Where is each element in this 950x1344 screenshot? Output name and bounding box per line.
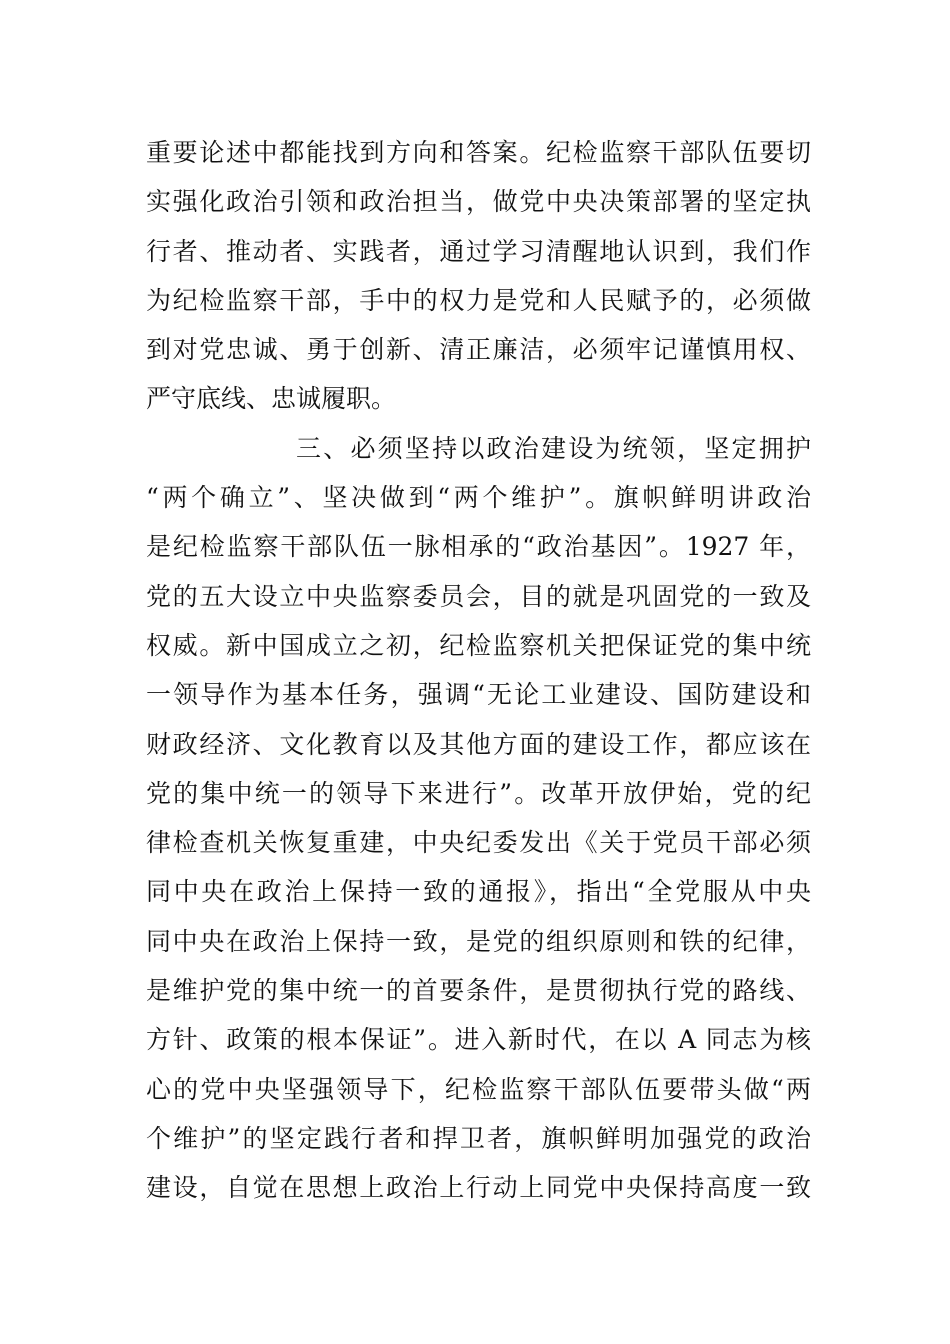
text-line: 为纪检监察干部，手中的权力是党和人民赋予的，必须做 [146,285,811,315]
text-line: 建设，自觉在思想上政治上行动上同党中央保持高度一致 [146,1173,811,1203]
text-line: 个维护”的坚定践行者和捍卫者，旗帜鲜明加强党的政治 [146,1123,811,1153]
section-heading-line: 三、必须坚持以政治建设为统领，坚定拥护 [296,433,811,463]
text-line: 党的五大设立中央监察委员会，目的就是巩固党的一致及 [146,581,811,611]
text-line: 严守底线、忠诚履职。 [146,384,397,414]
text-line: 重要论述中都能找到方向和答案。纪检监察干部队伍要切 [146,138,811,167]
text-line: 心的党中央坚强领导下，纪检监察干部队伍要带头做“两 [146,1074,811,1104]
text-line: 是维护党的集中统一的首要条件，是贯彻执行党的路线、 [146,976,811,1006]
body-text [146,128,811,1213]
text-line: 同中央在政治上保持一致，是党的组织原则和铁的纪律， [146,926,811,956]
text-line: 权威。新中国成立之初，纪检监察机关把保证党的集中统 [146,630,811,660]
text-line: 财政经济、文化教育以及其他方面的建设工作，都应该在 [146,729,811,759]
text-line: 行者、推动者、实践者，通过学习清醒地认识到，我们作 [146,236,811,266]
text-line: 同中央在政治上保持一致的通报》，指出“全党服从中央 [146,877,811,907]
text-line: 实强化政治引领和政治担当，做党中央决策部署的坚定执 [146,187,811,217]
text-line: 到对党忠诚、勇于创新、清正廉洁，必须牢记谨慎用权、 [146,335,811,365]
text-line: 是纪检监察干部队伍一脉相承的“政治基因”。1927 年， [146,532,811,562]
text-line: 党的集中统一的领导下来进行”。改革开放伊始，党的纪 [146,778,811,808]
text-line: 一领导作为基本任务，强调“无论工业建设、国防建设和 [146,680,811,710]
text-line: 律检查机关恢复重建，中央纪委发出《关于党员干部必须 [146,828,811,858]
text-line: “两个确立”、坚决做到“两个维护”。旗帜鲜明讲政治 [146,483,811,513]
text-line: 方针、政策的根本保证”。进入新时代，在以 A 同志为核 [146,1025,811,1055]
